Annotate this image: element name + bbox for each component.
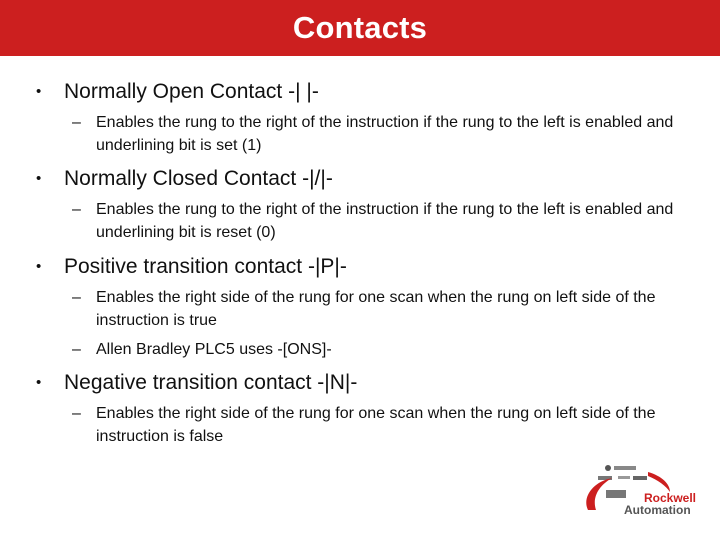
sub-item-2-1 [72,198,692,244]
brand-mark-icon [618,476,630,479]
bullet-text: Normally Open Contact -| |- [64,80,319,103]
sub-item-text: Allen Bradley PLC5 uses -[ONS]- [96,341,332,358]
sub-item-text: Enables the rung to the right of the instruction if the rung to the left is enabled and underlining bit is reset (0) [96,201,674,241]
dash-icon: – [72,341,81,358]
sub-item-3-1 [72,286,692,332]
dash-icon: – [72,289,81,306]
swoosh-icon [648,472,670,492]
sub-item-text: Enables the right side of the rung for one scan when the rung on left side of the instruction is true [96,289,656,329]
sub-item-1-1 [72,111,692,157]
dash-icon: – [72,201,81,218]
bullet-text: Negative transition contact -|N|- [64,371,358,394]
logo-line1: Rockwell [644,491,697,505]
bullet-icon: • [36,258,42,275]
sub-item-3-2 [72,338,692,361]
slide-title: Contacts [292,10,428,45]
brand-mark-icon [606,490,626,498]
bullet-icon: • [36,170,42,187]
logo-graphic [578,462,700,522]
rockwell-automation-logo [578,462,700,522]
brand-mark-icon [605,465,611,471]
sub-item-text: Enables the rung to the right of the instruction if the rung to the left is enabled and underlining bit is set (1) [96,114,674,154]
bullet-text: Normally Closed Contact -|/|- [64,167,333,190]
sub-item-text: Enables the right side of the rung for one scan when the rung on left side of the instruction is false [96,405,656,445]
brand-mark-icon [598,476,612,480]
logo-line2: Automation [624,503,691,517]
brand-mark-icon [633,476,647,480]
brand-mark-icon [614,466,636,470]
dash-icon: – [72,114,81,131]
bullet-text: Positive transition contact -|P|- [64,255,347,278]
bullet-icon: • [36,83,42,100]
bullet-icon: • [36,374,42,391]
dash-icon: – [72,405,81,422]
sub-item-4-1 [72,402,692,448]
